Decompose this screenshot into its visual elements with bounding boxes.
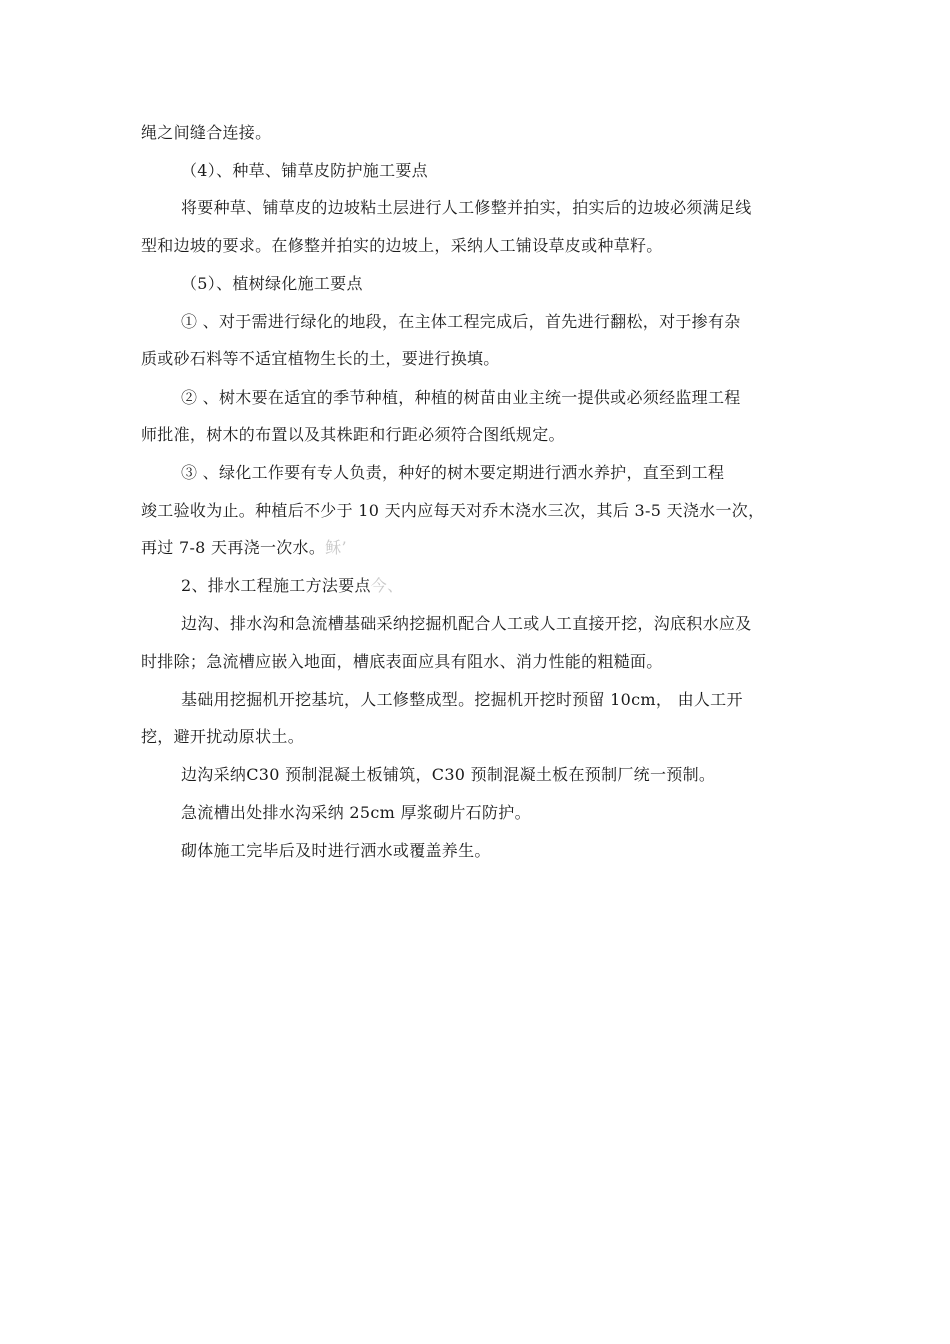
paragraph-line-3: 将要种草、铺草皮的边坡粘土层进行人工修整并拍实，拍实后的边坡必须满足线 — [181, 198, 752, 217]
paragraph-line-9: 师批准，树木的布置以及其株距和行距必须符合图纸规定。 — [141, 425, 565, 444]
section-heading-4: （4）、种草、铺草皮防护施工要点 — [181, 161, 428, 180]
paragraph-line-7: 质或砂石料等不适宜植物生长的土，要进行换填。 — [141, 349, 500, 368]
section-heading-2-text: 2、排水工程施工方法要点 — [181, 576, 371, 595]
paragraph-line-17: 挖，避开扰动原状土。 — [141, 727, 305, 746]
paragraph-line-19: 急流槽出处排水沟采纳 25cm 厚浆砌片石防护。 — [181, 803, 531, 822]
section-heading-2 — [181, 575, 403, 597]
paragraph-line-8: ② 、树木要在适宜的季节种植，种植的树苗由业主统一提供或必须经监理工程 — [181, 388, 741, 407]
faint-mark-2: 今、 — [370, 576, 404, 595]
paragraph-line-11: 竣工验收为止。种植后不少于 10 天内应每天对乔木浇水三次，其后 3-5 天浇水一次， — [141, 501, 765, 520]
paragraph-line-4: 型和边坡的要求。在修整并拍实的边坡上，采纳人工铺设草皮或种草籽。 — [141, 236, 663, 255]
paragraph-line-12-text: 再过 7-8 天再浇一次水。 — [141, 538, 326, 557]
paragraph-line-6: ① 、对于需进行绿化的地段，在主体工程完成后，首先进行翻松，对于掺有杂 — [181, 312, 741, 331]
paragraph-line-1: 绳之间缝合连接。 — [141, 123, 272, 142]
paragraph-line-12 — [141, 537, 347, 559]
faint-mark-1: 稣’ — [325, 538, 347, 557]
paragraph-line-18: 边沟采纳C30 预制混凝土板铺筑，C30 预制混凝土板在预制厂统一预制。 — [181, 765, 716, 784]
paragraph-line-20: 砌体施工完毕后及时进行洒水或覆盖养生。 — [181, 841, 491, 860]
paragraph-line-10: ③ 、绿化工作要有专人负责，种好的树木要定期进行洒水养护，直至到工程 — [181, 463, 725, 482]
section-heading-5: （5）、植树绿化施工要点 — [181, 274, 363, 293]
paragraph-line-15: 时排除；急流槽应嵌入地面，槽底表面应具有阻水、消力性能的粗糙面。 — [141, 652, 663, 671]
paragraph-line-14: 边沟、排水沟和急流槽基础采纳挖掘机配合人工或人工直接开挖，沟底积水应及 — [181, 614, 752, 633]
paragraph-line-16: 基础用挖掘机开挖基坑，人工修整成型。挖掘机开挖时预留 10cm， 由人工开 — [181, 690, 743, 709]
